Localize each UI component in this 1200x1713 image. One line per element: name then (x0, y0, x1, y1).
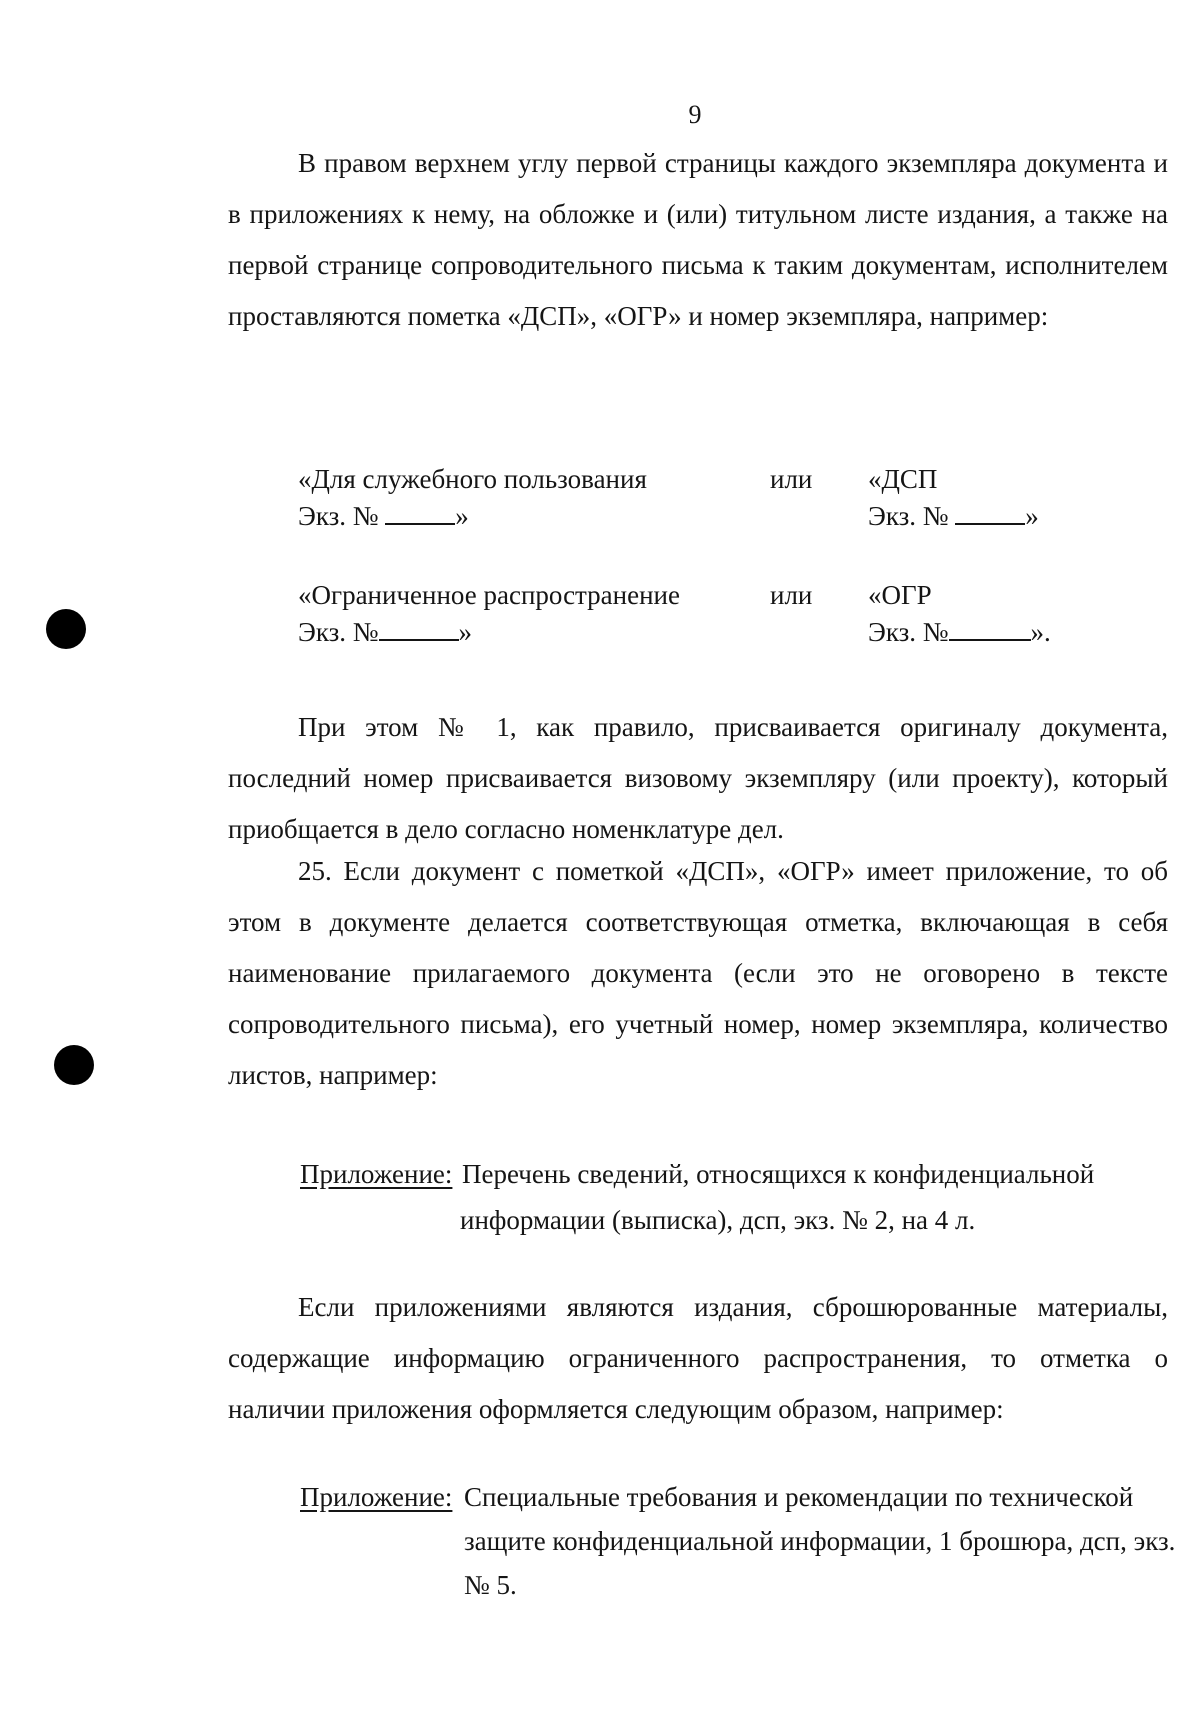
stamp-dsp-full-line1: «Для служебного пользования (298, 464, 647, 494)
stamp-ogr-full-line1: «Ограниченное распространение (298, 580, 680, 610)
attachment-label: Приложение: (300, 1482, 453, 1512)
stamp-ogr-full (298, 577, 680, 651)
copy-number-blank (385, 523, 455, 525)
copy-number-blank (949, 639, 1031, 641)
stamp-dsp-full (298, 461, 647, 535)
stamp-ogr-short-line1: «ОГР (868, 580, 932, 610)
stamp-dsp-full-line2: Экз. № » (298, 501, 469, 531)
stamp-dsp-short-line1: «ДСП (868, 464, 938, 494)
or-separator: или (770, 464, 813, 494)
attachment-1-line1: Перечень сведений, относящихся к конфиденциальной (462, 1159, 1095, 1189)
punch-hole-mark (46, 609, 86, 649)
attachment-2-text: Специальные требования и рекомендации по технической защите конфиденциальной информации, 1 брошюра, дсп, экз. № 5. (464, 1482, 1176, 1600)
paragraph-bound-materials: Если приложениями являются издания, сброшюрованные материалы, содержащие информацию ограниченного распространения, то отметка о наличии приложения оформляется следующим образом, например: (228, 1292, 1168, 1424)
attachment-label: Приложение: (300, 1159, 453, 1189)
stamp-dsp-short-line2: Экз. № » (868, 501, 1039, 531)
punch-hole-mark (54, 1045, 94, 1085)
stamp-ogr-full-line2: Экз. № » (298, 617, 473, 647)
paragraph-copy-numbering: При этом № 1, как правило, присваивается оригиналу документа, последний номер присваивается визовому экземпляру (или проекту), который приобщается в дело согласно номенклатуре дел. (228, 712, 1168, 844)
stamp-ogr-short-line2: Экз. № ». (868, 617, 1051, 647)
copy-number-blank (955, 523, 1025, 525)
stamp-ogr-short (868, 577, 1051, 651)
copy-number-blank (379, 639, 459, 641)
or-separator: или (770, 580, 813, 610)
paragraph-marking-instructions: В правом верхнем углу первой страницы каждого экземпляра документа и в приложениях к нему, на обложке и (или) титульном листе издания, а также на первой странице сопроводительного письма к таким документам, исполнителем проставляются пометка «ДСП», «ОГР» и номер экземпляра, например: (228, 148, 1168, 331)
stamp-dsp-short (868, 461, 1039, 535)
paragraph-25-attachment-rule: 25. Если документ с пометкой «ДСП», «ОГР» имеет приложение, то об этом в документе делается соответствующая отметка, включающая в себя наименование прилагаемого документа (если это не оговорено в тексте сопроводительного письма), его учетный номер, номер экземпляра, количество листов, например: (228, 856, 1168, 1090)
page-number: 9 (688, 100, 702, 129)
attachment-1-line2: информации (выписка), дсп, экз. № 2, на 4 л. (460, 1205, 976, 1235)
